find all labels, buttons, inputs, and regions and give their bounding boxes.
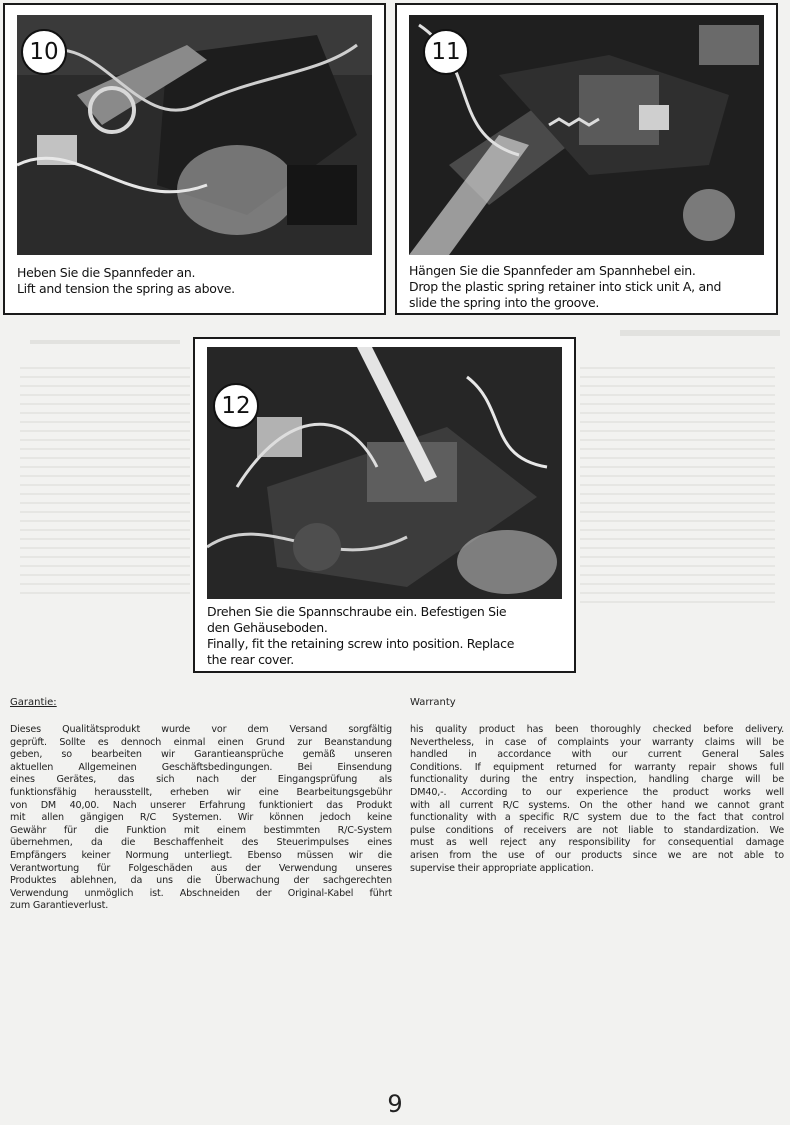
step-number-badge: 11 [423,29,469,75]
text-line: von DM 40,00. Nach unserer Erfahrung funktioniert das Produkt [10,799,392,811]
text-line: pulse conditions of receivers are not liable to standardization. We [410,824,784,836]
step-12-panel [193,337,576,673]
step-11-photo [409,15,764,255]
bleed-through [20,360,190,600]
text-line: supervise their appropriate application. [410,862,594,874]
bleed-through [620,330,780,336]
text-line: Gewähr für die Funktion mit einem bestimmten R/C-System [10,824,392,836]
caption-german: Drehen Sie die Spannschraube ein. Befestigen Sie [207,604,507,619]
step-10-photo [17,15,372,255]
step-number-badge: 10 [21,29,67,75]
text-line: Verantwortung für Folgeschäden aus der Verwendung unseres [10,862,392,874]
warranty-heading-english: Warranty [410,697,456,708]
step-10-caption [17,265,235,297]
caption-english: slide the spring into the groove. [409,295,600,310]
text-line: must as well reject any responsibility for consequential damage [410,837,784,849]
text-line: zum Garantieverlust. [10,900,109,912]
text-line: with all current R/C systems. On the other hand we cannot grant [410,799,784,811]
text-line: arisen from the use of our products since we are not able to [410,849,784,861]
bleed-through [30,340,180,344]
text-line: mit allen gängigen R/C Systemen. Wir können jedoch keine [10,812,392,824]
text-line: DM40,-. According to our experience the product works well [410,786,784,798]
text-line: handled in accordance with our current General Sales [410,749,784,761]
guarantee-heading-german: Garantie: [10,697,57,708]
bleed-through [580,360,775,610]
step-10-panel [3,3,386,315]
caption-german: Hängen Sie die Spannfeder am Spannhebel ein. [409,263,696,278]
text-line: functionality with a specific R/C system due to the fact that control [410,812,784,824]
text-line: übernehmen, da die Beschaffenheit des Steuerimpulses eines [10,837,392,849]
text-line: funktionsfähig herausstellt, erheben wir eine Bearbeitungsgebühr [10,786,392,798]
guarantee-text-german [10,724,392,913]
step-11-caption [409,263,721,311]
caption-english: the rear cover. [207,652,294,667]
text-line: geprüft. Sollte es dennoch einmal einen Grund zur Beanstandung [10,736,392,748]
text-line: Nevertheless, in case of complaints your warranty claims will be [410,736,784,748]
text-line: geben, so bearbeiten wir Garantieansprüche gemäß unseren [10,749,392,761]
page-number: 9 [387,1090,403,1118]
caption-english: Lift and tension the spring as above. [17,281,235,296]
text-line: eines Gerätes, das sich nach der Eingangsprüfung als [10,774,392,786]
text-line: Dieses Qualitätsprodukt wurde vor dem Versand sorgfältig [10,724,392,735]
text-line: Produktes ablehnen, da uns die Überwachung der sachgerechten [10,875,392,887]
text-line: Empfängers keiner Normung unterliegt. Ebenso müssen wir die [10,849,392,861]
text-line: Verwendung unmöglich ist. Abschneiden der Original-Kabel führt [10,887,392,899]
caption-german: den Gehäuseboden. [207,620,328,635]
caption-english: Drop the plastic spring retainer into stick unit A, and [409,279,722,294]
text-line: his quality product has been thoroughly checked before delivery. [410,724,784,735]
step-12-photo [207,347,562,599]
step-12-caption [207,604,514,668]
caption-german: Heben Sie die Spannfeder an. [17,265,196,280]
caption-english: Finally, fit the retaining screw into position. Replace [207,636,515,651]
step-number-badge: 12 [213,383,259,429]
warranty-text-english [410,724,784,875]
text-line: functionality during the entry inspection, handling charge will be [410,774,784,786]
step-11-panel [395,3,778,315]
text-line: aktuellen Allgemeinen Geschäftsbedingungen. Bei Einsendung [10,761,392,773]
text-line: Conditions. If equipment returned for warranty repair shows full [410,761,784,773]
